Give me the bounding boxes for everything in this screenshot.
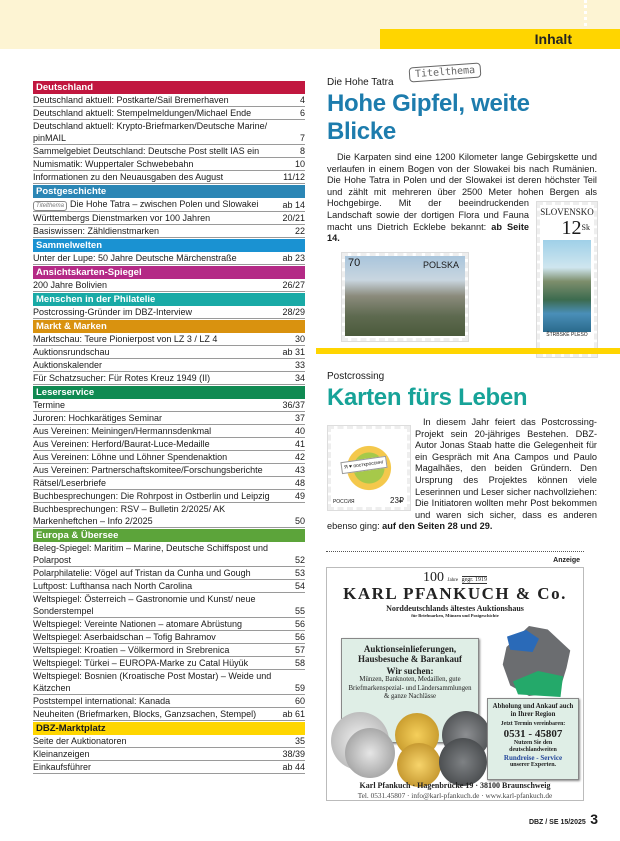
issue-label: DBZ / SE 15/2025 [528, 819, 586, 826]
toc-entry[interactable] [33, 503, 305, 528]
entry-text: Aus Vereinen: Löhne und Löhner Spendenaktion [33, 452, 228, 462]
entry-title [33, 580, 295, 592]
entry-page: 8 [299, 146, 305, 156]
toc-entry[interactable] [33, 412, 305, 425]
entry-title [33, 252, 282, 264]
entry-title [33, 359, 295, 371]
entry-title [33, 412, 295, 424]
entry-text: Basiswissen: Zähldienstmarken [33, 226, 160, 236]
entry-text: Rätsel/Leserbriefe [33, 478, 107, 488]
entry-title [33, 708, 282, 720]
entry-title [33, 107, 300, 119]
toc-entry[interactable] [33, 477, 305, 490]
feature-body-top: Die Karpaten sind eine 1200 Kilometer lange Gebirgskette und verlaufen in einem Bogen von der Slowakei bis nach Rumänien. Die Hohe Tatra in Polen und der Slowakei ist deren [327, 152, 597, 186]
section-label: Inhalt [534, 31, 572, 47]
entry-text: Unter der Lupe: 50 Jahre Deutsche Märchenstraße [33, 253, 237, 263]
entry-page: 56 [294, 632, 305, 642]
entry-text: 200 Jahre Bolivien [33, 280, 108, 290]
toc-entry[interactable] [33, 695, 305, 708]
entry-text: Marktschau: Teure Pionierpost von LZ 3 / LZ 4 [33, 334, 218, 344]
entry-text: Auktionsrundschau [33, 347, 110, 357]
entry-title [33, 695, 295, 707]
entry-page: 53 [294, 568, 305, 578]
entry-page: 40 [294, 426, 305, 436]
entry-title [33, 567, 295, 579]
entry-text: Postcrossing-Gründer im DBZ-Interview [33, 307, 193, 317]
entry-page: 34 [294, 373, 305, 383]
entry-title [33, 212, 282, 224]
entry-page: 37 [294, 413, 305, 423]
toc-entry[interactable] [33, 425, 305, 438]
entry-page: 57 [294, 645, 305, 655]
toc-entry[interactable] [33, 618, 305, 631]
toc-entry[interactable] [33, 359, 305, 372]
stamp-postcrossing: Я ♥ посткроссинг РОССИЯ 23₽ [328, 426, 410, 510]
entry-title [33, 490, 295, 502]
toc-entry[interactable] [33, 145, 305, 158]
entry-page: 43 [294, 465, 305, 475]
entry-page: ab 23 [282, 253, 305, 263]
toc-entry[interactable] [33, 399, 305, 412]
table-of-contents [33, 80, 305, 774]
feature-kicker: Die Hohe Tatra [327, 77, 394, 88]
entry-text: Aus Vereinen: Herford/Baurat-Luce-Medaille [33, 439, 210, 449]
entry-title [33, 670, 295, 694]
entry-page: 58 [294, 658, 305, 668]
entry-page: 10 [294, 159, 305, 169]
feature-title[interactable]: Karten fürs Leben [327, 384, 528, 411]
coin [439, 738, 487, 786]
entry-title [33, 333, 295, 345]
entry-text: Weltspiegel: Vereinte Nationen – atomare Abrüstung [33, 619, 242, 629]
entry-page: 56 [294, 619, 305, 629]
entry-page: 20/21 [282, 213, 305, 223]
entry-text: Poststempel international: Kanada [33, 696, 171, 706]
entry-title [33, 451, 295, 463]
feature-hohe-tatra [327, 64, 597, 357]
toc-entry[interactable] [33, 580, 305, 593]
entry-title [33, 644, 295, 656]
section-header: Markt & Marken [33, 320, 305, 333]
ad-contact[interactable]: Tel. 0531.45807 · info@karl-pfankuch.de · www.karl-pfankuch.de [357, 791, 553, 800]
entry-text: Juroren: Hochkarätiges Seminar [33, 413, 163, 423]
toc-entry[interactable] [33, 748, 305, 761]
entry-text: Seite der Auktionatoren [33, 736, 127, 746]
entry-page: ab 14 [282, 200, 305, 210]
entry-page: 49 [294, 491, 305, 501]
entry-page: 55 [294, 606, 305, 616]
entry-title [33, 198, 282, 211]
toc-entry[interactable] [33, 158, 305, 171]
entry-page: ab 44 [282, 762, 305, 772]
ad-years: 100 [423, 570, 445, 585]
page-number: 3 [590, 811, 598, 827]
entry-title [33, 503, 295, 527]
coin [345, 728, 395, 778]
entry-title [33, 372, 295, 384]
entry-text: Für Schatzsucher: Für Rotes Kreuz 1949 (II) [33, 373, 211, 383]
entry-title [33, 279, 282, 291]
entry-title [33, 158, 295, 170]
toc-entry[interactable] [33, 644, 305, 657]
entry-text: Beleg-Spiegel: Maritim – Marine, Deutsche Schiffspost und Polarpost [33, 543, 268, 565]
feature-body-side: höchster Teil und zählt mit mehreren über 2500 Meter hohen Bergen als Hochgebirge. Mit der beeindruckenden Landschaft sowie der dortigen Flora und Fauna macht uns Dietrich Ecklebe bekannt: [327, 175, 597, 232]
entry-text: Weltspiegel: Österreich – Gastronomie und Kunst/ neue Sonderstempel [33, 594, 256, 616]
advertisement-karl-pfankuch[interactable]: 100 Jahre gegr. 1919 KARL PFANKUCH & Co. Norddeutschlands ältestes Auktionshaus für Briefmarken, Münzen und Postgeschichte Auktionseinlieferungen, Hausbesuche & Barankauf Wir suchen: Münzen, Banknoten, Medaillen, gute Briefmarkenspezial- und Ländersammlungen & ganze Nachlässe Abholung und Ankauf auch in Ihrer Region Jetzt Termin vereinbaren: 0531 - 45807 Nutzen Sie den deutschlandweiten Rundreise - Service unserer Experten. Karl Pfankuch · Hagenbrücke 19 · 38100 Braunschweig Tel. 0531.45807 · info@karl-pfankuch.de · www.karl-pfankuch.de [326, 567, 584, 801]
stamp-polska: 70 POLSKA [342, 253, 468, 341]
ad-company: KARL PFANKUCH & Co. [343, 584, 567, 603]
entry-title [33, 425, 295, 437]
section-header-bar [380, 29, 620, 49]
entry-page: 30 [294, 334, 305, 344]
entry-page: 4 [299, 95, 305, 105]
titelthema-badge: Titelthema [33, 201, 67, 211]
entry-title [33, 171, 283, 183]
section-header: DBZ-Marktplatz [33, 722, 305, 735]
toc-entry[interactable] [33, 212, 305, 225]
entry-title [33, 735, 295, 747]
feature-kicker: Postcrossing [327, 371, 385, 382]
entry-title [33, 346, 282, 358]
entry-text: Deutschland aktuell: Stempelmeldungen/Michael Ende [33, 108, 252, 118]
entry-title [33, 761, 282, 773]
toc-entry[interactable] [33, 171, 305, 184]
entry-text: Buchbesprechungen: RSV – Bulletin 2/2025/ AK Markenheftchen – Info 2/2025 [33, 504, 226, 526]
toc-entry[interactable] [33, 279, 305, 292]
entry-title [33, 542, 295, 566]
entry-text: Luftpost: Lufthansa nach North Carolina [33, 581, 193, 591]
entry-title [33, 438, 295, 450]
entry-title [33, 631, 295, 643]
entry-page: 26/27 [282, 280, 305, 290]
toc-entry[interactable] [33, 107, 305, 120]
entry-text: Württembergs Dienstmarken vor 100 Jahren [33, 213, 211, 223]
toc-entry[interactable] [33, 252, 305, 265]
toc-entry[interactable] [33, 490, 305, 503]
entry-page: 7 [299, 133, 305, 143]
feature-page-link[interactable]: auf den Seiten 28 und 29. [382, 521, 493, 532]
entry-page: 50 [294, 516, 305, 526]
entry-page: 11/12 [283, 172, 305, 182]
toc-entry[interactable] [33, 225, 305, 238]
entry-page: 35 [294, 736, 305, 746]
entry-text: Weltspiegel: Kroatien – Völkermord in Srebrenica [33, 645, 230, 655]
toc-entry[interactable] [33, 346, 305, 359]
entry-title [33, 593, 295, 617]
entry-text: Termine [33, 400, 66, 410]
entry-text: Aus Vereinen: Partnerschaftskomitee/Forschungsberichte [33, 465, 263, 475]
toc-entry[interactable] [33, 542, 305, 567]
toc-entry[interactable] [33, 372, 305, 385]
entry-page: 38/39 [282, 749, 305, 759]
section-header: Ansichtskarten-Spiegel [33, 266, 305, 279]
toc-entry[interactable] [33, 657, 305, 670]
feature-body [327, 152, 597, 341]
entry-title [33, 225, 295, 237]
entry-page: ab 31 [282, 347, 305, 357]
entry-text: Deutschland aktuell: Krypto-Briefmarken/Deutsche Marine/ pinMAIL [33, 121, 268, 143]
entry-page: 52 [294, 555, 305, 565]
entry-text: Polarphilatelie: Vögel auf Tristan da Cunha und Gough [33, 568, 251, 578]
entry-text: Informationen zu den Neuausgaben des August [33, 172, 224, 182]
page-footer [529, 811, 598, 829]
toc-entry[interactable] [33, 631, 305, 644]
entry-title [33, 120, 300, 144]
entry-page: 41 [294, 439, 305, 449]
entry-title [33, 145, 300, 157]
section-divider [316, 348, 620, 354]
entry-text: Weltspiegel: Aserbaidschan – Tofig Bahramov [33, 632, 216, 642]
entry-page: 6 [299, 108, 305, 118]
stamp-slovensko: SLOVENSKO $12^{Sk}$ ŠTRBSKÉ PLESO [537, 202, 597, 357]
entry-page: 36/37 [282, 400, 305, 410]
toc-entry[interactable] [33, 464, 305, 477]
toc-entry[interactable] [33, 94, 305, 107]
toc-entry[interactable] [33, 761, 305, 774]
ad-phone: 0531 - 45807 [503, 728, 563, 740]
entry-title [33, 306, 282, 318]
entry-page: 60 [294, 696, 305, 706]
toc-entry[interactable] [33, 567, 305, 580]
ad-address: Karl Pfankuch · Hagenbrücke 19 · 38100 Braunschweig [359, 781, 551, 790]
ad-label: Anzeige [553, 557, 580, 564]
toc-entry[interactable] [33, 198, 305, 212]
entry-text: Auktionskalender [33, 360, 103, 370]
toc-entry[interactable] [33, 120, 305, 145]
entry-title [33, 618, 295, 630]
section-header: Postgeschichte [33, 185, 305, 198]
entry-page: 28/29 [282, 307, 305, 317]
section-header: Menschen in der Philatelie [33, 293, 305, 306]
entry-page: 33 [294, 360, 305, 370]
entry-text: Deutschland aktuell: Postkarte/Sail Bremerhaven [33, 95, 229, 105]
feature-body: In diesem Jahr feiert das Postcrossing-Projekt sein 20-jähriges Bestehen. DBZ-Autor Jonas Staab hatte die Gelegenheit für ein Gespräch mit Ana Campos und Paulo Magalhães, den beiden Gründern. Den Ursprung des Projektes können viele Leserinnen und Leser sicher nachvollziehen: Die Initiatoren wollten mehr Post bekommen und waren sich sicher, dass es anderen ebenso ging: auf den Seiten 28 und 29. [327, 417, 597, 532]
entry-text: Die Hohe Tatra – zwischen Polen und Slowakei [69, 199, 259, 209]
entry-text: Weltspiegel: Türkei – EUROPA-Marke zu Catal Hüyük [33, 658, 249, 668]
entry-page: 42 [294, 452, 305, 462]
section-header: Sammelwelten [33, 239, 305, 252]
section-header: Europa & Übersee [33, 529, 305, 542]
entry-page: 22 [294, 226, 305, 236]
entry-text: Buchbesprechungen: Die Rohrpost in Ostberlin und Leipzig [33, 491, 270, 501]
toc-entry[interactable] [33, 735, 305, 748]
entry-title [33, 477, 295, 489]
entry-page: 59 [294, 683, 305, 693]
entry-title [33, 399, 282, 411]
entry-title [33, 748, 282, 760]
feature-page-link[interactable]: ab Seite 14. [327, 221, 529, 244]
ad-box-contact: Abholung und Ankauf auch in Ihrer Region Jetzt Termin vereinbaren: 0531 - 45807 Nutzen Sie den deutschlandweiten Rundreise - Service unserer Experten. [487, 698, 579, 780]
entry-text: Aus Vereinen: Meiningen/Hermannsdenkmal [33, 426, 212, 436]
ad-box-services: Auktionseinlieferungen, Hausbesuche & Barankauf Wir suchen: Münzen, Banknoten, Medaillen, gute Briefmarkenspezial- und Ländersammlungen & ganze Nachlässe [341, 638, 479, 743]
dotted-divider [326, 551, 584, 552]
entry-text: Sammelgebiet Deutschland: Deutsche Post stellt IAS ein [33, 146, 260, 156]
entry-page: 54 [294, 581, 305, 591]
entry-page: 48 [294, 478, 305, 488]
section-header: Leserservice [33, 386, 305, 399]
toc-entry[interactable] [33, 593, 305, 618]
toc-entry[interactable] [33, 451, 305, 464]
toc-entry[interactable] [33, 306, 305, 319]
toc-entry[interactable] [33, 333, 305, 346]
section-header: Deutschland [33, 81, 305, 94]
entry-text: Weltspiegel: Bosnien (Kroatische Post Mostar) – Weide und Kätzchen [33, 671, 272, 693]
entry-text: Neuheiten (Briefmarken, Blocks, Ganzsachen, Stempel) [33, 709, 257, 719]
entry-text: Einkaufsführer [33, 762, 92, 772]
titelthema-badge: Titelthema [409, 62, 482, 82]
entry-title [33, 94, 300, 106]
toc-entry[interactable] [33, 708, 305, 721]
entry-text: Kleinanzeigen [33, 749, 90, 759]
entry-title [33, 657, 295, 669]
entry-page: ab 61 [282, 709, 305, 719]
entry-title [33, 464, 295, 476]
feature-title[interactable]: Hohe Gipfel, weite Blicke [327, 90, 530, 145]
toc-entry[interactable] [33, 670, 305, 695]
entry-text: Numismatik: Wuppertaler Schwebebahn [33, 159, 194, 169]
toc-entry[interactable] [33, 438, 305, 451]
